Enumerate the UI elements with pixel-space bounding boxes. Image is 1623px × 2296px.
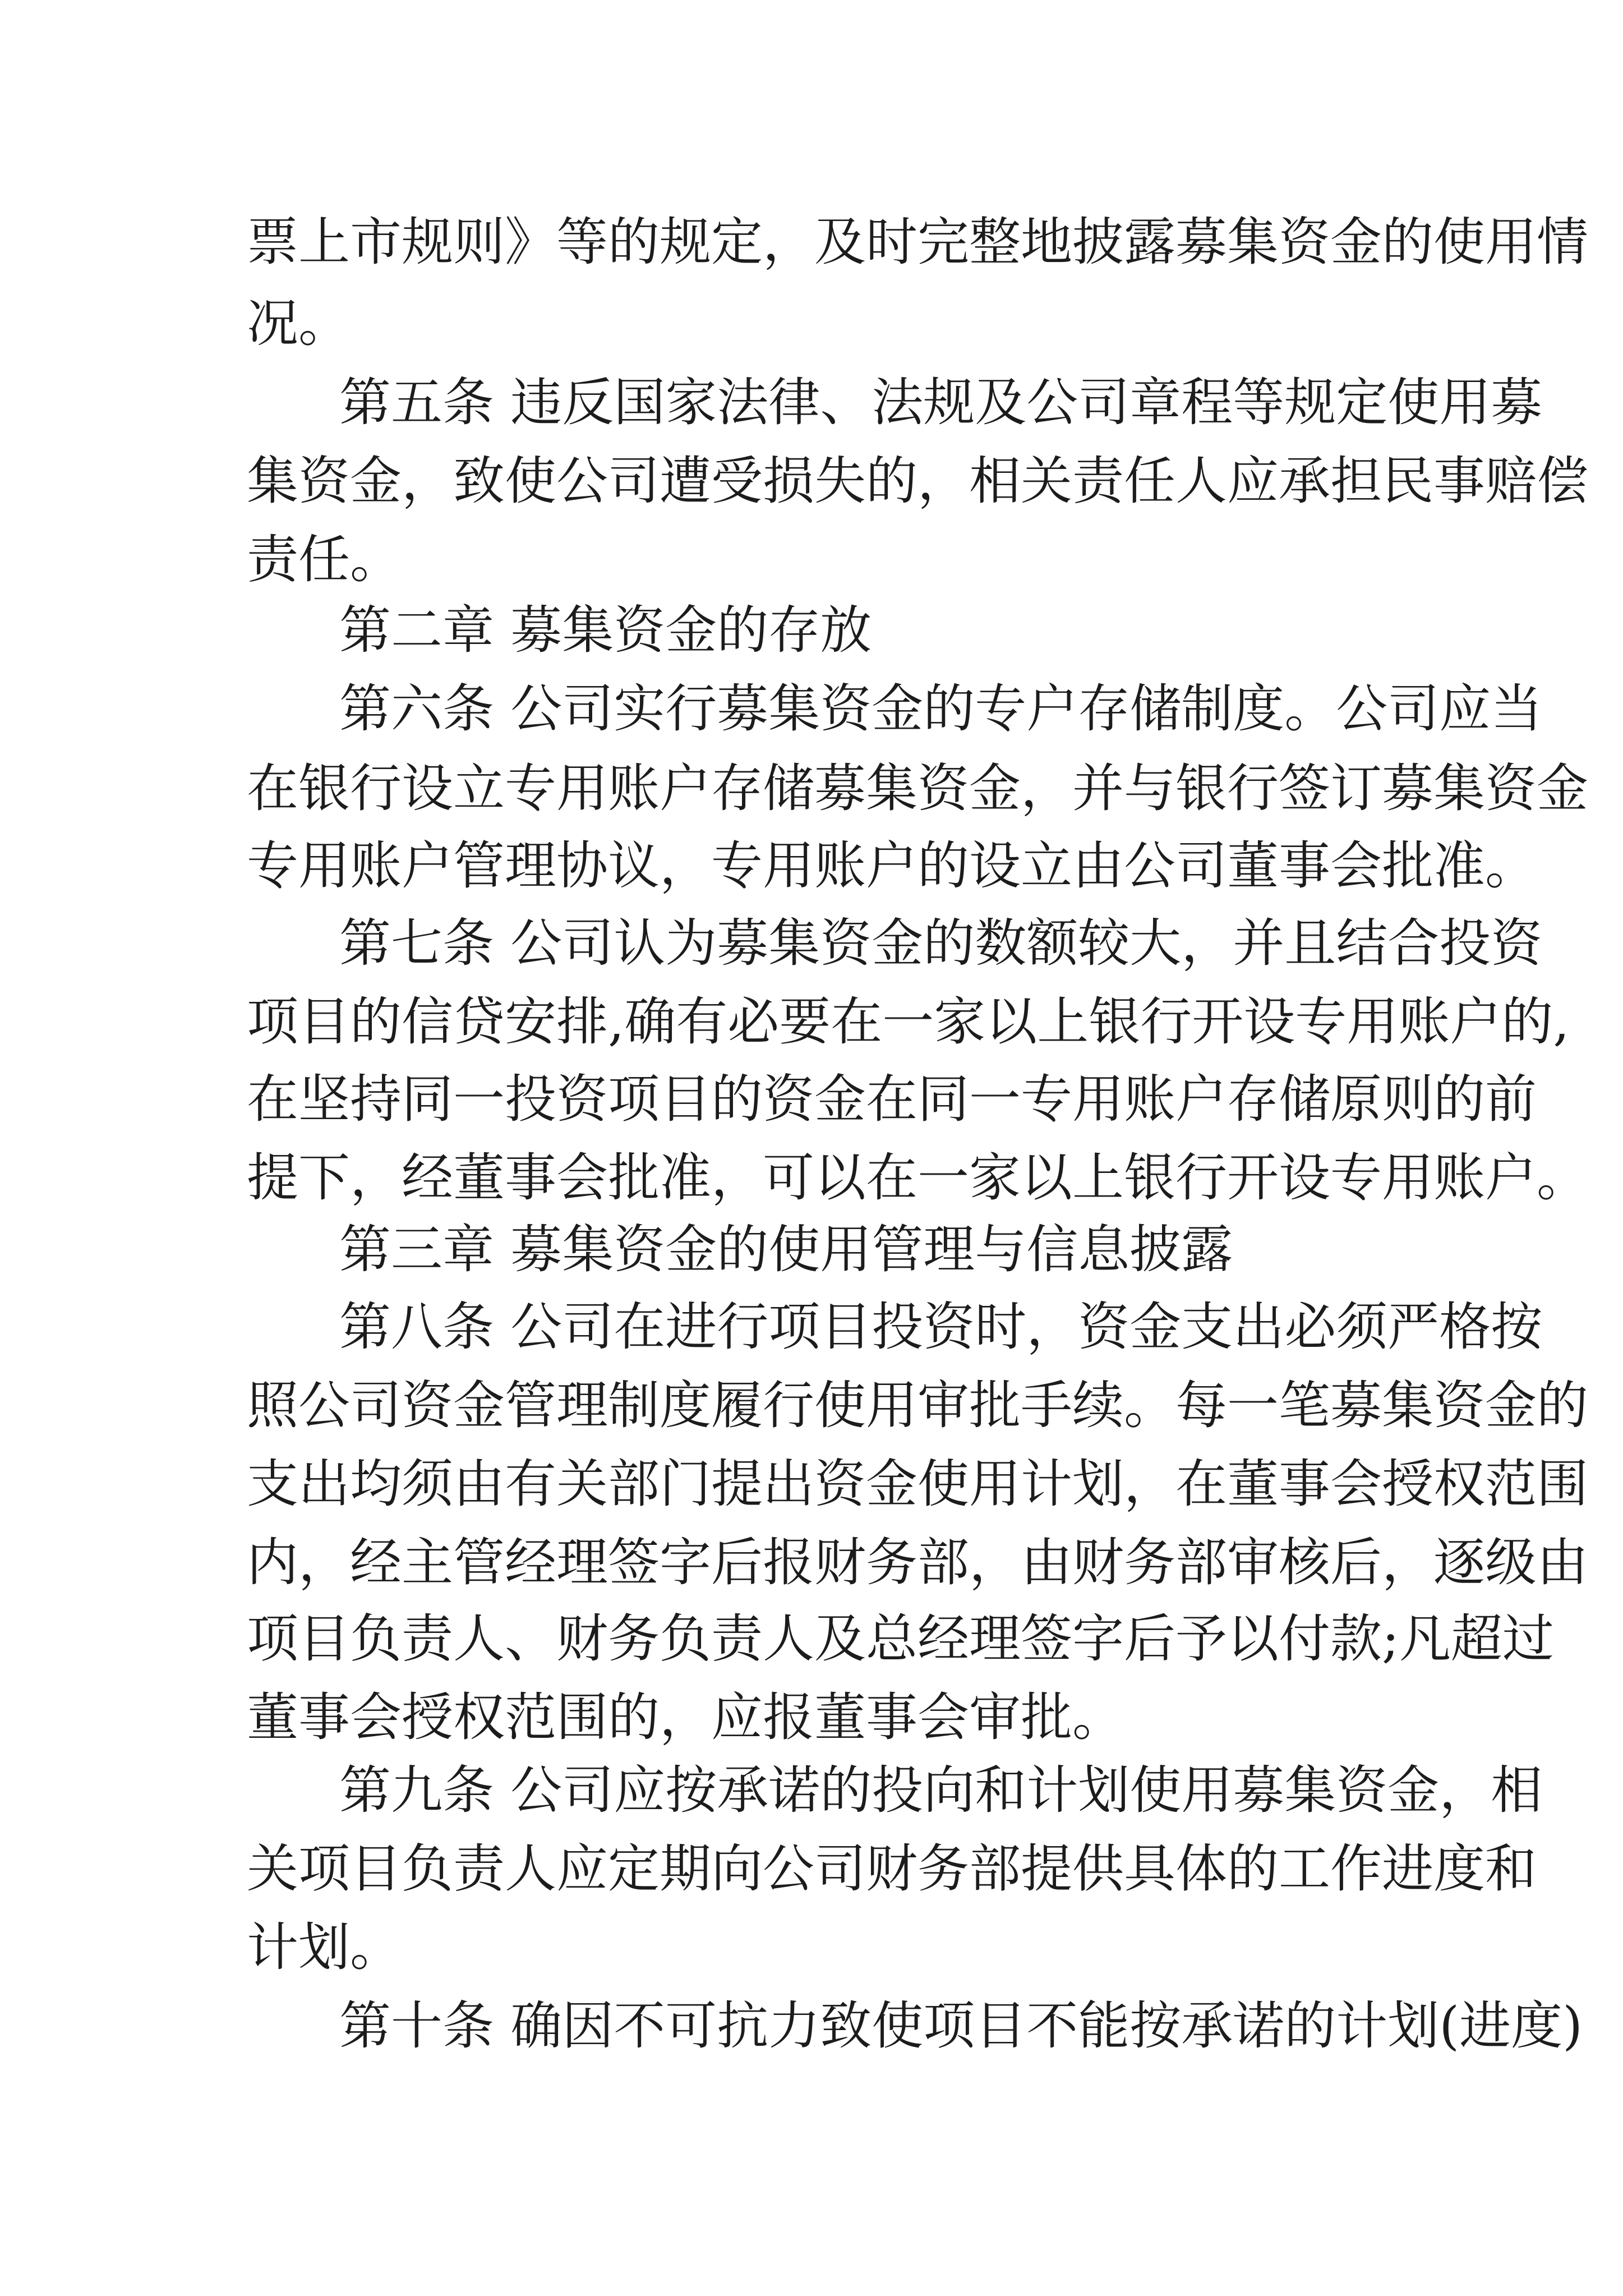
chapter-heading: 第二章 募集资金的存放 xyxy=(339,600,872,660)
text-line: 关项目负责人应定期向公司财务部提供具体的工作进度和 xyxy=(247,1839,1537,1899)
text-line: 项目的信贷安排,确有必要在一家以上银行开设专用账户的, xyxy=(247,992,1570,1052)
text-line: 董事会授权范围的，应报董事会审批。 xyxy=(247,1687,1124,1747)
text-line: 在坚持同一投资项目的资金在同一专用账户存储原则的前 xyxy=(247,1069,1537,1129)
text-line: 支出均须由有关部门提出资金使用计划，在董事会授权范围 xyxy=(247,1454,1589,1514)
text-line: 内，经主管经理签字后报财务部，由财务部审核后，逐级由 xyxy=(247,1533,1589,1593)
text-line: 项目负责人、财务负责人及总经理签字后予以付款;凡超过 xyxy=(247,1609,1554,1669)
text-line: 第十条 确因不可抗力致使项目不能按承诺的计划(进度) xyxy=(339,1996,1583,2056)
text-line: 第七条 公司认为募集资金的数额较大，并且结合投资 xyxy=(339,913,1543,973)
text-line: 专用账户管理协议，专用账户的设立由公司董事会批准。 xyxy=(247,836,1537,896)
text-line: 第六条 公司实行募集资金的专户存储制度。公司应当 xyxy=(339,679,1543,739)
text-line: 集资金，致使公司遭受损失的，相关责任人应承担民事赔偿 xyxy=(247,451,1589,511)
text-line: 责任。 xyxy=(247,530,402,590)
text-line: 在银行设立专用账户存储募集资金，并与银行签订募集资金 xyxy=(247,758,1589,818)
text-line: 照公司资金管理制度履行使用审批手续。每一笔募集资金的 xyxy=(247,1375,1589,1435)
text-line: 提下，经董事会批准，可以在一家以上银行开设专用账户。 xyxy=(247,1148,1589,1208)
chapter-heading: 第三章 募集资金的使用管理与信息披露 xyxy=(339,1220,1233,1280)
text-line: 计划。 xyxy=(247,1917,402,1977)
text-line: 第五条 违反国家法律、法规及公司章程等规定使用募 xyxy=(339,372,1543,432)
text-line: 第九条 公司应按承诺的投向和计划使用募集资金，相 xyxy=(339,1760,1543,1820)
text-line: 第八条 公司在进行项目投资时，资金支出必须严格按 xyxy=(339,1297,1543,1357)
text-line: 况。 xyxy=(247,293,351,353)
text-line: 票上市规则》等的规定，及时完整地披露募集资金的使用情 xyxy=(247,212,1589,272)
